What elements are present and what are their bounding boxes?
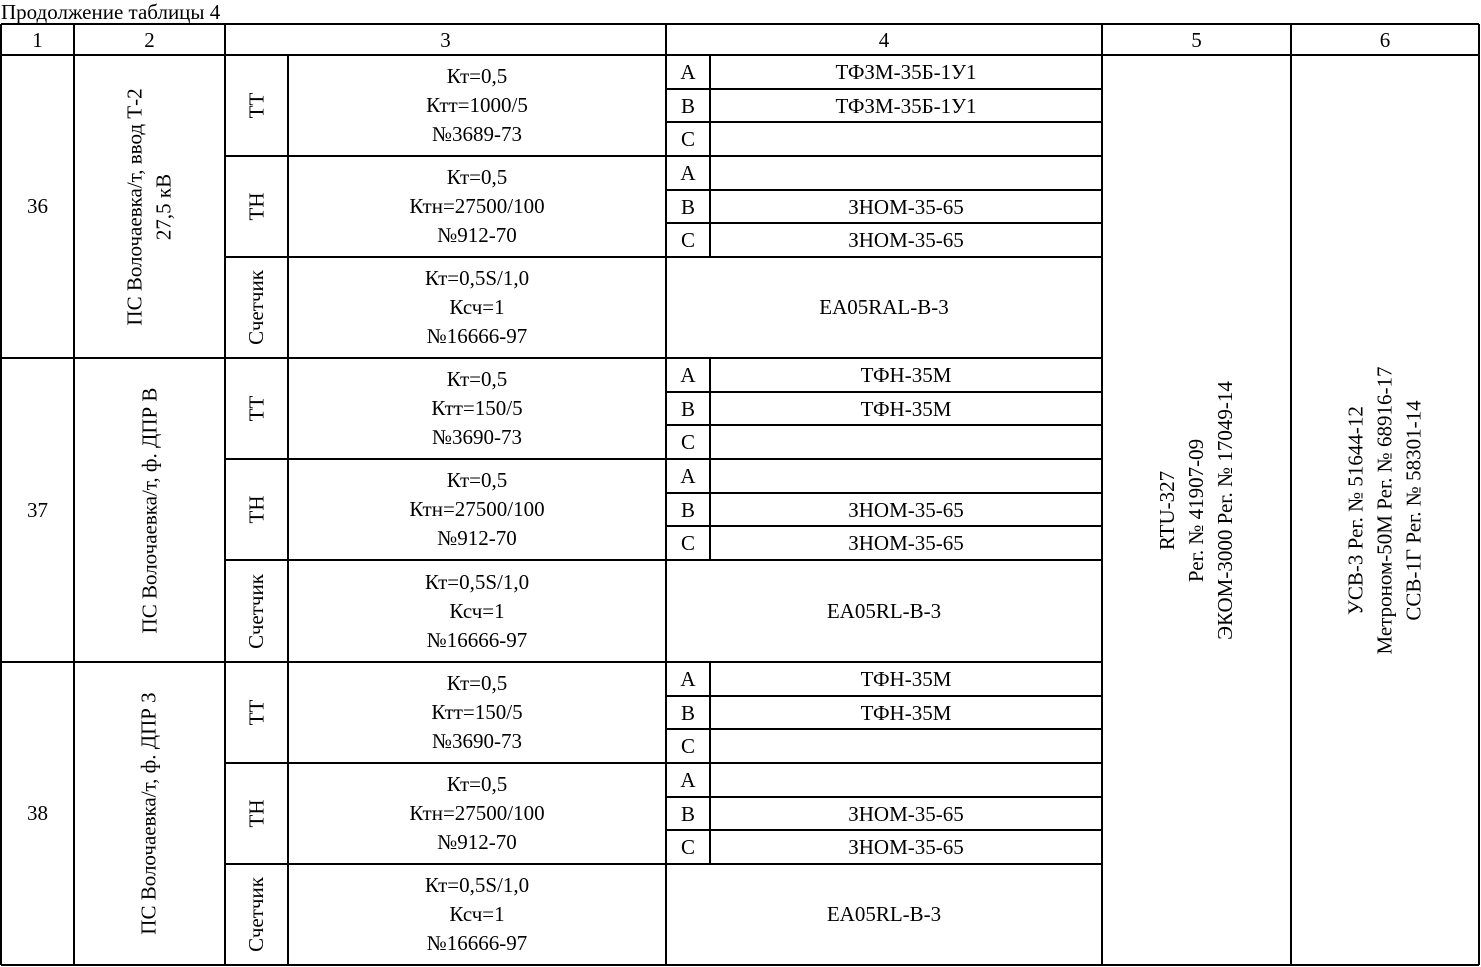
phase-label-text: A	[680, 667, 696, 691]
header-col-4-text: 4	[878, 27, 890, 52]
substation-name-text: ПС Волочаевка/т, ввод Т-2 27,5 кВ	[122, 87, 176, 326]
device-model-text: ЗНОМ-35-65	[848, 228, 964, 252]
row-number	[1, 662, 74, 965]
device-model	[710, 662, 1102, 696]
row-number-text: 36	[27, 194, 48, 218]
phase-label	[666, 459, 710, 493]
phase-label-text: B	[680, 801, 695, 826]
substation-name	[74, 662, 225, 965]
device-type-text: Счетчик	[244, 270, 269, 345]
meter-model-text: EA05RL-B-3	[826, 902, 942, 926]
phase-label	[666, 223, 710, 257]
phase-label-text: A	[680, 768, 696, 792]
header-col-5	[1102, 24, 1291, 55]
phase-label	[666, 763, 710, 797]
device-model	[710, 696, 1102, 729]
header-col-1	[1, 24, 74, 55]
phase-label-text: B	[680, 396, 695, 421]
device-model-text: ЗНОМ-35-65	[848, 835, 964, 859]
device-model	[710, 358, 1102, 392]
table-caption: Продолжение таблицы 4	[1, 0, 221, 24]
device-parameters	[288, 257, 666, 358]
substation-name-text: ПС Волочаевка/т, ф. ДПР В	[137, 387, 162, 633]
device-parameters	[288, 864, 666, 965]
row-number	[1, 358, 74, 662]
device-type	[225, 864, 288, 965]
time-sync-info-text: УСВ-3 Рег. № 51644-12 Метроном-50М Рег. № 68916-17 ССВ-1Г Рег. № 58301-14	[1343, 366, 1426, 654]
controller-info-text: RTU-327 Рег. № 41907-09 ЭКОМ-3000 Рег. № 17049-14	[1155, 380, 1237, 640]
device-parameters-text: Кт=0,5 Ктн=27500/100 №912-70	[409, 772, 545, 854]
device-parameters	[288, 763, 666, 864]
header-col-6-text: 6	[1379, 27, 1391, 52]
meter-model-text: EA05RL-B-3	[826, 598, 942, 623]
header-col-5-text: 5	[1191, 27, 1202, 52]
device-model-text: ТФН-35М	[860, 700, 952, 725]
phase-label	[666, 190, 710, 223]
header-col-6	[1291, 24, 1479, 55]
device-parameters-text: Кт=0,5 Ктн=27500/100 №912-70	[409, 468, 545, 550]
device-model	[710, 425, 1102, 459]
device-parameters-text: Кт=0,5 Ктн=27500/100 №912-70	[409, 165, 545, 247]
phase-label-text: B	[680, 93, 695, 118]
device-model-text: ТФЗМ-35Б-1У1	[835, 93, 977, 118]
device-type-text: ТТ	[244, 92, 268, 119]
device-model-text: ЗНОМ-35-65	[848, 194, 964, 219]
phase-label-text: A	[680, 161, 696, 185]
phase-label-text: A	[680, 464, 696, 488]
phase-label	[666, 493, 710, 526]
device-model	[710, 729, 1102, 763]
device-model	[710, 89, 1102, 122]
phase-label-text: C	[680, 127, 695, 151]
phase-label-text: C	[680, 835, 695, 859]
device-model	[710, 797, 1102, 830]
phase-label	[666, 526, 710, 560]
phase-label-text: C	[680, 531, 695, 555]
phase-label	[666, 89, 710, 122]
device-model	[710, 223, 1102, 257]
device-type	[225, 257, 288, 358]
substation-name	[74, 358, 225, 662]
device-type	[225, 560, 288, 662]
device-type	[225, 358, 288, 459]
device-model	[710, 190, 1102, 223]
phase-label-text: C	[680, 430, 695, 454]
device-type-text: ТН	[244, 192, 268, 221]
device-model	[710, 526, 1102, 560]
device-model	[710, 156, 1102, 190]
header-col-3-text: 3	[440, 27, 451, 52]
phase-label-text: A	[680, 60, 696, 84]
device-type-text: Счетчик	[244, 573, 269, 649]
device-parameters	[288, 55, 666, 156]
device-type	[225, 459, 288, 560]
meter-model	[666, 257, 1102, 358]
device-parameters-text: Кт=0,5 Ктт=150/5 №3690-73	[431, 367, 523, 449]
header-col-2	[74, 24, 225, 55]
device-model	[710, 122, 1102, 156]
phase-label-text: A	[680, 363, 696, 387]
device-model-text: ТФН-35М	[860, 667, 952, 691]
phase-label	[666, 425, 710, 459]
phase-label-text: C	[680, 228, 695, 252]
phase-label	[666, 830, 710, 864]
device-parameters	[288, 156, 666, 257]
device-type-text: Счетчик	[244, 877, 269, 952]
device-model-text: ТФЗМ-35Б-1У1	[835, 60, 977, 84]
device-type	[225, 55, 288, 156]
device-parameters-text: Кт=0,5 Ктт=1000/5 №3689-73	[426, 64, 528, 146]
device-model-text: ТФН-35М	[860, 363, 952, 387]
device-parameters	[288, 358, 666, 459]
device-type	[225, 763, 288, 864]
device-model-text: ЗНОМ-35-65	[848, 497, 964, 522]
phase-label-text: B	[680, 194, 695, 219]
device-model	[710, 830, 1102, 864]
phase-label-text: C	[680, 734, 695, 758]
device-type-text: ТН	[244, 799, 268, 828]
phase-label	[666, 122, 710, 156]
device-model-text: ТФН-35М	[860, 396, 952, 421]
phase-label	[666, 358, 710, 392]
device-model	[710, 493, 1102, 526]
meter-model	[666, 864, 1102, 965]
phase-label	[666, 797, 710, 830]
time-sync-info	[1291, 55, 1479, 965]
row-number	[1, 55, 74, 358]
meter-model-text: EA05RAL-B-3	[819, 295, 949, 319]
device-model-text: ЗНОМ-35-65	[848, 801, 964, 826]
phase-label	[666, 662, 710, 696]
meter-model	[666, 560, 1102, 662]
row-number-text: 38	[27, 801, 48, 825]
device-parameters-text: Кт=0,5S/1,0 Ксч=1 №16666-97	[424, 873, 530, 955]
device-type-text: ТТ	[244, 699, 268, 726]
device-model	[710, 763, 1102, 797]
device-parameters	[288, 459, 666, 560]
device-model	[710, 392, 1102, 425]
phase-label	[666, 729, 710, 763]
header-col-4	[666, 24, 1102, 55]
device-type	[225, 156, 288, 257]
header-col-2-text: 2	[144, 27, 155, 52]
row-number-text: 37	[27, 497, 48, 522]
device-parameters	[288, 560, 666, 662]
substation-name	[74, 55, 225, 358]
device-model-text: ЗНОМ-35-65	[848, 531, 964, 555]
controller-info	[1102, 55, 1291, 965]
phase-label	[666, 392, 710, 425]
phase-label	[666, 156, 710, 190]
device-model	[710, 459, 1102, 493]
phase-label-text: B	[680, 497, 695, 522]
device-parameters-text: Кт=0,5 Ктт=150/5 №3690-73	[431, 671, 523, 753]
device-type-text: ТН	[244, 495, 268, 524]
phase-label-text: B	[680, 700, 695, 725]
header-col-1-text: 1	[32, 27, 43, 52]
phase-label	[666, 696, 710, 729]
device-parameters	[288, 662, 666, 763]
device-model	[710, 55, 1102, 89]
device-parameters-text: Кт=0,5S/1,0 Ксч=1 №16666-97	[424, 569, 530, 652]
header-col-3	[225, 24, 666, 55]
device-type-text: ТТ	[244, 395, 268, 422]
phase-label	[666, 55, 710, 89]
device-type	[225, 662, 288, 763]
substation-name-text: ПС Волочаевка/т, ф. ДПР З	[137, 692, 161, 935]
device-parameters-text: Кт=0,5S/1,0 Ксч=1 №16666-97	[424, 266, 530, 348]
